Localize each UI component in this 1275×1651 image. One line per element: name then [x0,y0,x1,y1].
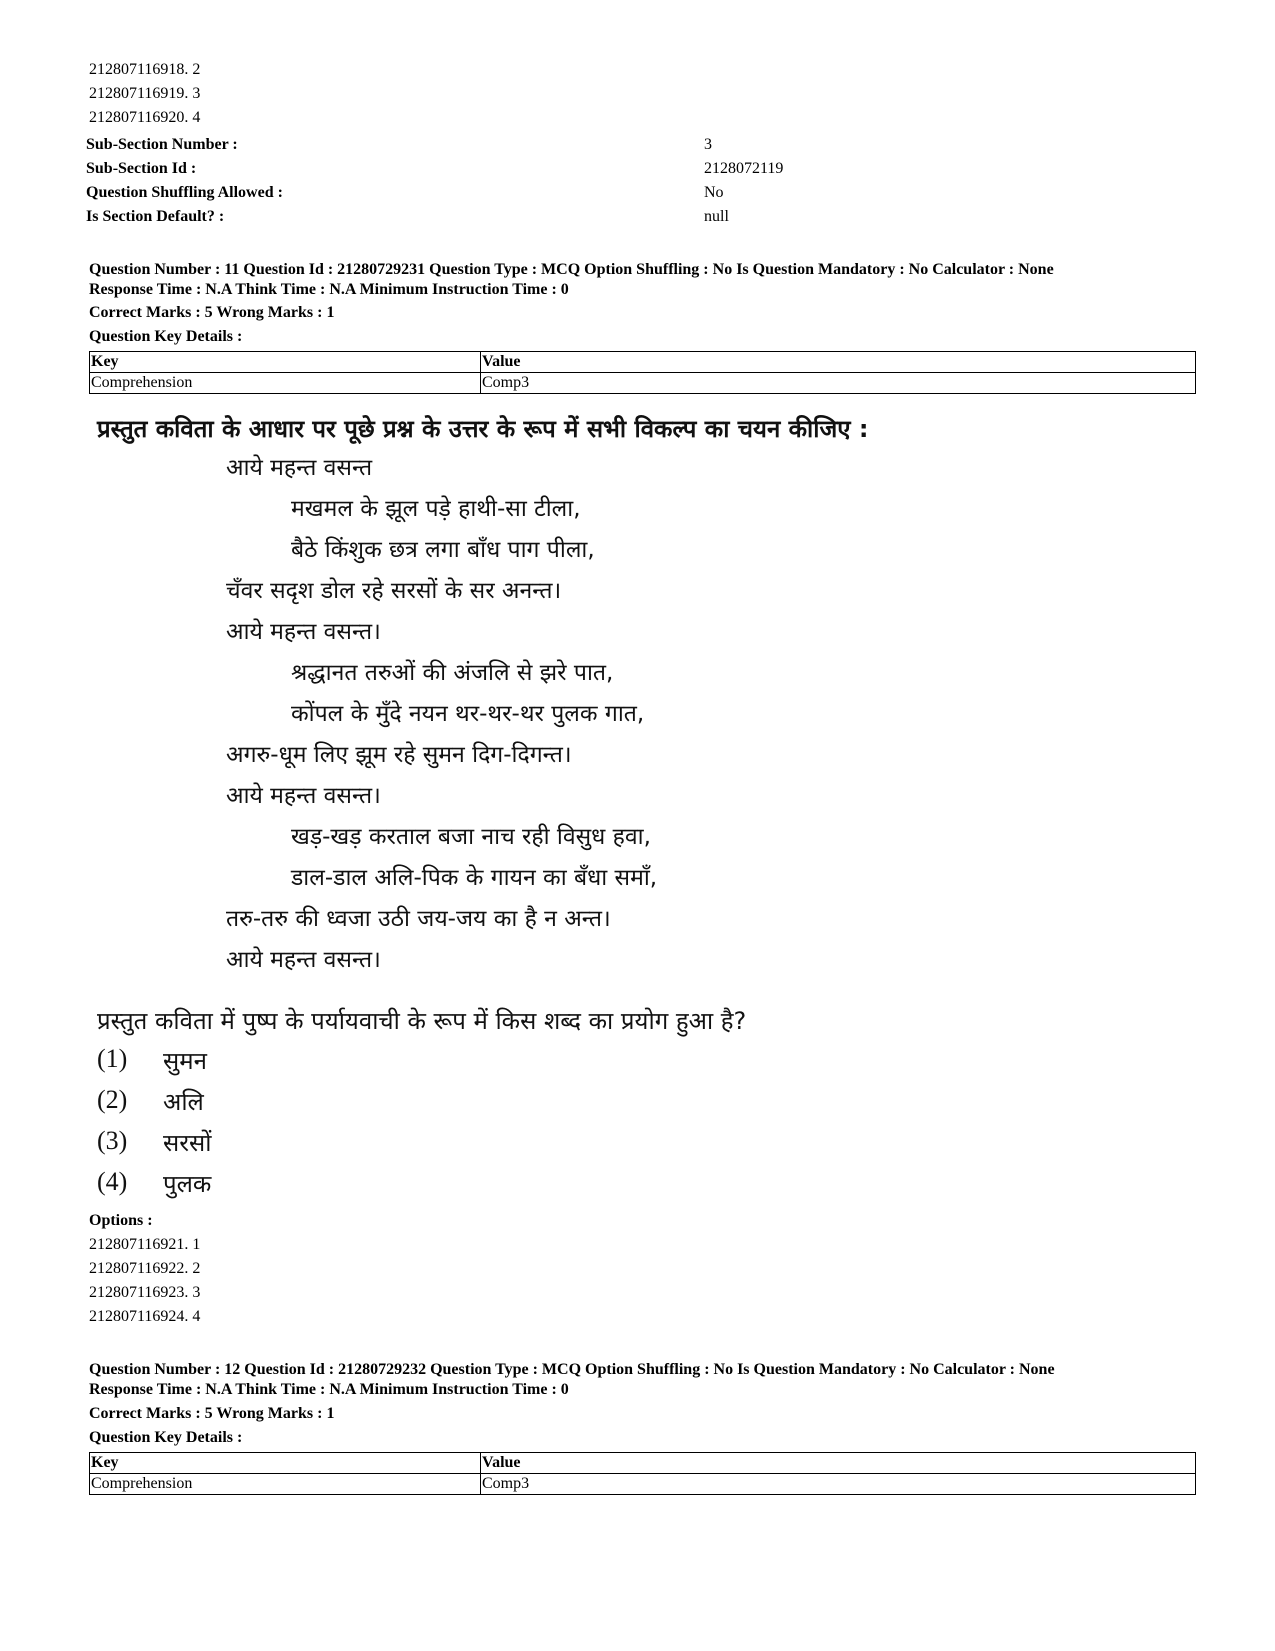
q11-key-details-label: Question Key Details : [89,328,243,345]
option-id: 212807116924. 4 [89,1308,201,1325]
value-header: Value [481,352,1196,373]
poem-line: श्रद्धानत तरुओं की अंजलि से झरे पात, [291,660,614,686]
subsection-id-value: 2128072119 [704,160,784,177]
subsection-number-value: 3 [704,136,712,153]
table-header-row [90,1453,1196,1474]
poem-line: आये महन्त वसन्त [226,455,373,481]
choice-text: पुलक [163,1170,212,1198]
poem-line: तरु-तरु की ध्वजा उठी जय-जय का है न अन्त। [226,906,611,932]
q11-question-text: प्रस्तुत कविता में पुष्प के पर्यायवाची के रूप में किस शब्द का प्रयोग हुआ है? [97,1007,747,1035]
q11-header-line2: Response Time : N.A Think Time : N.A Minimum Instruction Time : 0 [89,281,569,298]
q12-marks: Correct Marks : 5 Wrong Marks : 1 [89,1405,335,1422]
option-id: 212807116923. 3 [89,1284,201,1301]
option-id: 212807116922. 2 [89,1260,201,1277]
prev-option-3: 212807116920. 4 [89,109,201,126]
q11-options-label: Options : [89,1212,153,1229]
value-header: Value [481,1453,1196,1474]
choice-text: सुमन [163,1047,207,1075]
key-header: Key [90,352,481,373]
table-header-row [90,352,1196,373]
poem-line: बैठे किंशुक छत्र लगा बाँध पाग पीला, [291,537,595,563]
choice-number: (3) [97,1126,128,1155]
choice-number: (4) [97,1167,128,1196]
poem-line: आये महन्त वसन्त। [226,783,381,809]
table-row [90,373,1196,394]
poem-line: मखमल के झूल पड़े हाथी-सा टीला, [291,496,581,522]
section-default-value: null [704,208,729,225]
choice-number: (2) [97,1085,128,1114]
key-cell: Comprehension [90,1474,481,1495]
q12-header-line2: Response Time : N.A Think Time : N.A Minimum Instruction Time : 0 [89,1381,569,1398]
q11-marks: Correct Marks : 5 Wrong Marks : 1 [89,304,335,321]
shuffling-label: Question Shuffling Allowed : [86,184,283,201]
table-row [90,1474,1196,1495]
prev-option-2: 212807116919. 3 [89,85,201,102]
key-cell: Comprehension [90,373,481,394]
poem-line: डाल-डाल अलि-पिक के गायन का बँधा समाँ, [291,865,658,891]
poem-line: अगरु-धूम लिए झूम रहे सुमन दिग-दिगन्त। [226,742,572,768]
poem-line: आये महन्त वसन्त। [226,947,381,973]
q12-key-details-label: Question Key Details : [89,1429,243,1446]
option-id: 212807116921. 1 [89,1236,201,1253]
value-cell: Comp3 [481,373,1196,394]
choice-text: सरसों [163,1129,212,1157]
poem-line: कोंपल के मुँदे नयन थर-थर-थर पुलक गात, [291,701,645,727]
q11-key-table [89,351,1196,394]
prev-option-1: 212807116918. 2 [89,61,201,78]
q11-instruction: प्रस्तुत कविता के आधार पर पूछे प्रश्न के उत्तर के रूप में सभी विकल्प का चयन कीजिए : [97,415,869,443]
q12-key-table [89,1452,1196,1495]
q11-header-line1: Question Number : 11 Question Id : 21280729231 Question Type : MCQ Option Shuffling : No Is Question Mandatory : No Calculator : None [89,261,1054,278]
subsection-id-label: Sub-Section Id : [86,160,197,177]
choice-number: (1) [97,1044,128,1073]
poem-line: चँवर सदृश डोल रहे सरसों के सर अनन्त। [226,578,562,604]
poem-line: आये महन्त वसन्त। [226,619,381,645]
q12-header-line1: Question Number : 12 Question Id : 21280729232 Question Type : MCQ Option Shuffling : No Is Question Mandatory : No Calculator : None [89,1361,1055,1378]
value-cell: Comp3 [481,1474,1196,1495]
subsection-number-label: Sub-Section Number : [86,136,238,153]
section-default-label: Is Section Default? : [86,208,225,225]
shuffling-value: No [704,184,724,201]
key-header: Key [90,1453,481,1474]
poem-line: खड़-खड़ करताल बजा नाच रही विसुध हवा, [291,824,651,850]
choice-text: अलि [163,1088,204,1116]
